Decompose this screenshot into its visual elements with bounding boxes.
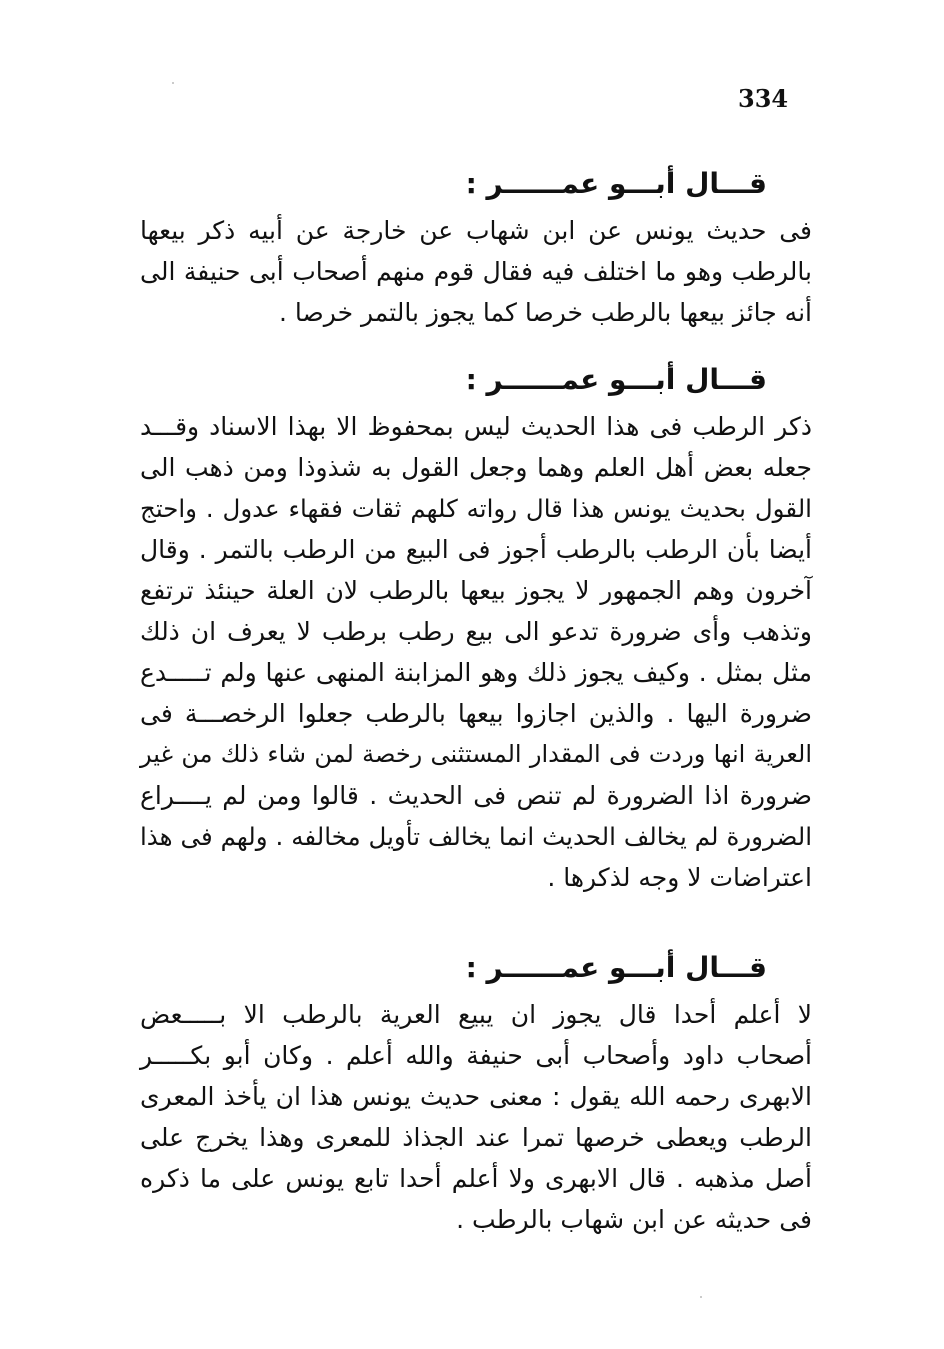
text-line: أيضا بأن الرطب بالرطب أجوز فى البيع من الرطب بالتمر . وقال <box>140 535 812 564</box>
section-heading: قـــال أبـــو عمــــــر : <box>465 167 767 200</box>
scan-speck <box>172 82 174 84</box>
section-1 <box>140 164 812 333</box>
section-2 <box>140 360 812 898</box>
text-line: فى حديث يونس عن ابن شهاب عن خارجة عن أبيه ذكر بيعها <box>140 216 812 245</box>
section-heading: قـــال أبـــو عمــــــر : <box>465 363 767 396</box>
text-line: أصل مذهبه . قال الابهرى ولا أعلم أحدا تابع يونس على ما ذكره <box>140 1164 812 1193</box>
text-line: القول بحديث يونس هذا قال رواته كلهم ثقات فقهاء عدول . واحتج <box>140 494 812 523</box>
scan-speck <box>700 1296 702 1298</box>
text-line: جعله بعض أهل العلم وهما وجعل القول به شذوذا ومن ذهب الى <box>140 453 812 482</box>
text-line: فى حديثه عن ابن شهاب بالرطب . <box>456 1205 812 1234</box>
text-line: ضرورة اليها . والذين اجازوا بيعها بالرطب جعلوا الرخصـــة فى <box>140 699 812 728</box>
section-3 <box>140 948 812 1240</box>
text-line: أنه جائز بيعها بالرطب خرصا كما يجوز بالتمر خرصا . <box>279 298 812 327</box>
text-line: وتذهب وأى ضرورة تدعو الى بيع رطب برطب لا يعرف ان ذلك <box>140 617 812 646</box>
text-line: الابهرى رحمه الله يقول : معنى حديث يونس هذا ان يأخذ المعرى <box>140 1082 812 1111</box>
text-line: ذكر الرطب فى هذا الحديث ليس بمحفوظ الا بهذا الاسناد وقـــد <box>140 412 812 441</box>
text-line: ضرورة اذا الضرورة لم تنص فى الحديث . قالوا ومن لم يــــراع <box>140 781 812 810</box>
text-line: بالرطب وهو ما اختلف فيه فقال قوم منهم أصحاب أبى حنيفة الى <box>140 257 812 286</box>
text-line: مثل بمثل . وكيف يجوز ذلك وهو المزابنة المنهى عنها ولم تـــــدع <box>140 658 812 687</box>
page-number: 334 <box>738 84 789 113</box>
text-line: العرية انها وردت فى المقدار المستثنى رخصة لمن شاء ذلك من غير <box>140 740 812 768</box>
text-line: اعتراضات لا وجه لذكرها . <box>547 863 812 892</box>
section-heading: قـــال أبـــو عمــــــر : <box>465 951 767 984</box>
text-line: الرطب ويعطى خرصها تمرا عند الجذاذ للمعرى وهذا يخرج على <box>140 1123 812 1152</box>
text-line: لا أعلم أحدا قال يجوز ان يبيع العرية بالرطب الا بـــــعض <box>140 1000 812 1029</box>
text-line: آخرون وهم الجمهور لا يجوز بيعها بالرطب لان العلة حينئذ ترتفع <box>140 576 812 605</box>
text-line: الضرورة لم يخالف الحديث انما يخالف تأويل مخالفه . ولهم فى هذا <box>140 822 812 851</box>
text-line: أصحاب داود وأصحاب أبى حنيفة والله أعلم . وكان أبو بكـــــر <box>140 1041 812 1070</box>
